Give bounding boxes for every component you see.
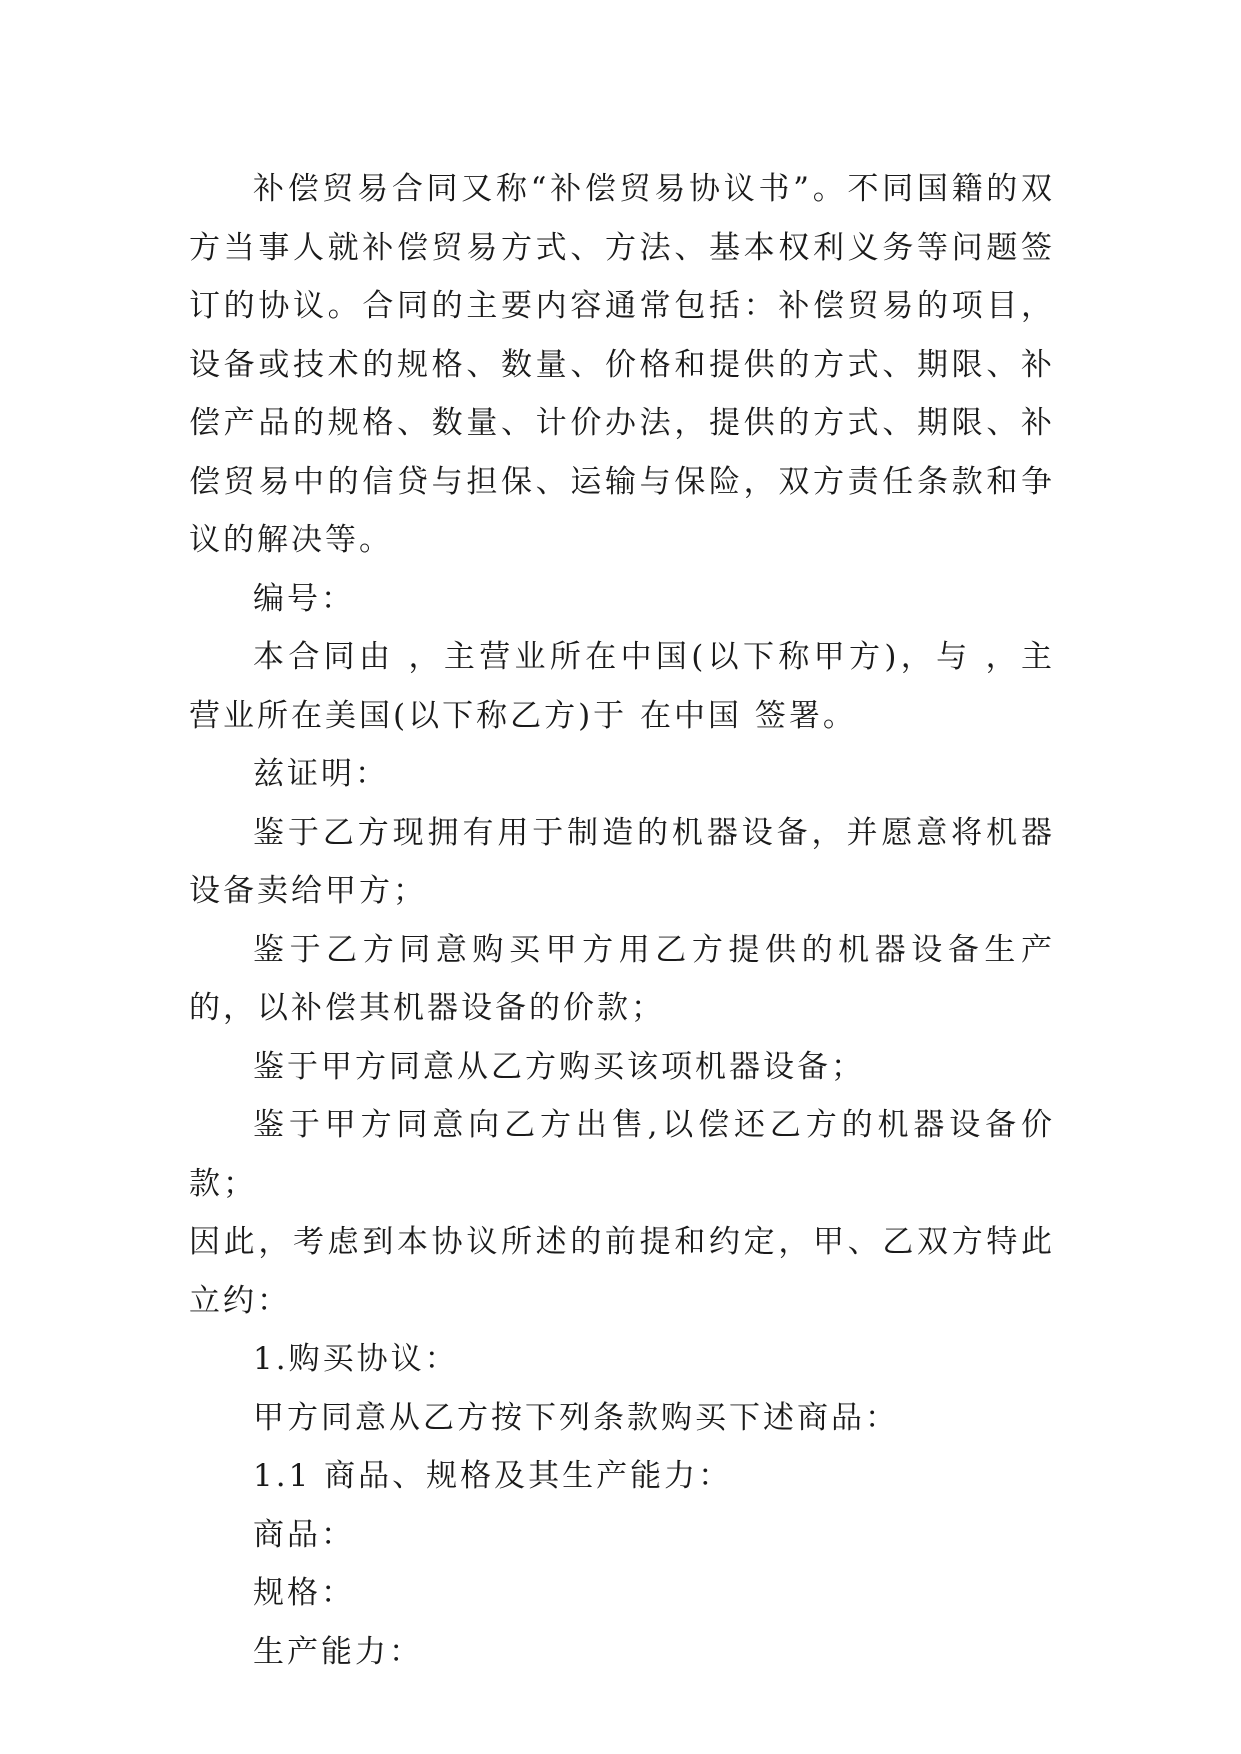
recital-3: 鉴于甲方同意从乙方购买该项机器设备；: [253, 1048, 865, 1085]
subsection-heading-goods: 1.1 商品、规格及其生产能力：: [253, 1458, 733, 1494]
document-page: [189, 160, 1055, 1681]
intro-paragraph: 补偿贸易合同又称“补偿贸易协议书”。不同国籍的双方当事人就补偿贸易方式、方法、基本权利义务等问题签订的协议。合同的主要内容通常包括：补偿贸易的项目，设备或技术的规格、数量、价格和提供的方式、期限、补偿产品的规格、数量、计价办法，提供的方式、期限、补偿贸易中的信贷与担保、运输与保险，双方责任条款和争议的解决等。: [189, 171, 1055, 558]
witness-label: 兹证明：: [253, 756, 389, 792]
contract-number-label: 编号：: [253, 580, 355, 617]
recital-1: 鉴于乙方现拥有用于制造的机器设备，并愿意将机器设备卖给甲方；: [189, 814, 1055, 909]
recital-4: 鉴于甲方同意向乙方出售,以偿还乙方的机器设备价款；: [189, 1107, 1055, 1202]
specification-field-label: 规格：: [253, 1575, 355, 1611]
recital-2: 鉴于乙方同意购买甲方用乙方提供的机器设备生产的，以补偿其机器设备的价款；: [189, 931, 1055, 1026]
agreement-clause: 因此，考虑到本协议所述的前提和约定，甲、乙双方特此立约：: [189, 1224, 1055, 1319]
purchase-terms-intro: 甲方同意从乙方按下列条款购买下述商品：: [253, 1399, 899, 1436]
parties-paragraph: 本合同由 ，主营业所在中国(以下称甲方)，与 ，主营业所在美国(以下称乙方)于 在中国 签署。: [189, 639, 1055, 734]
section-heading-purchase: 1.购买协议：: [253, 1341, 459, 1377]
capacity-field-label: 生产能力：: [253, 1633, 423, 1670]
goods-field-label: 商品：: [253, 1516, 355, 1553]
